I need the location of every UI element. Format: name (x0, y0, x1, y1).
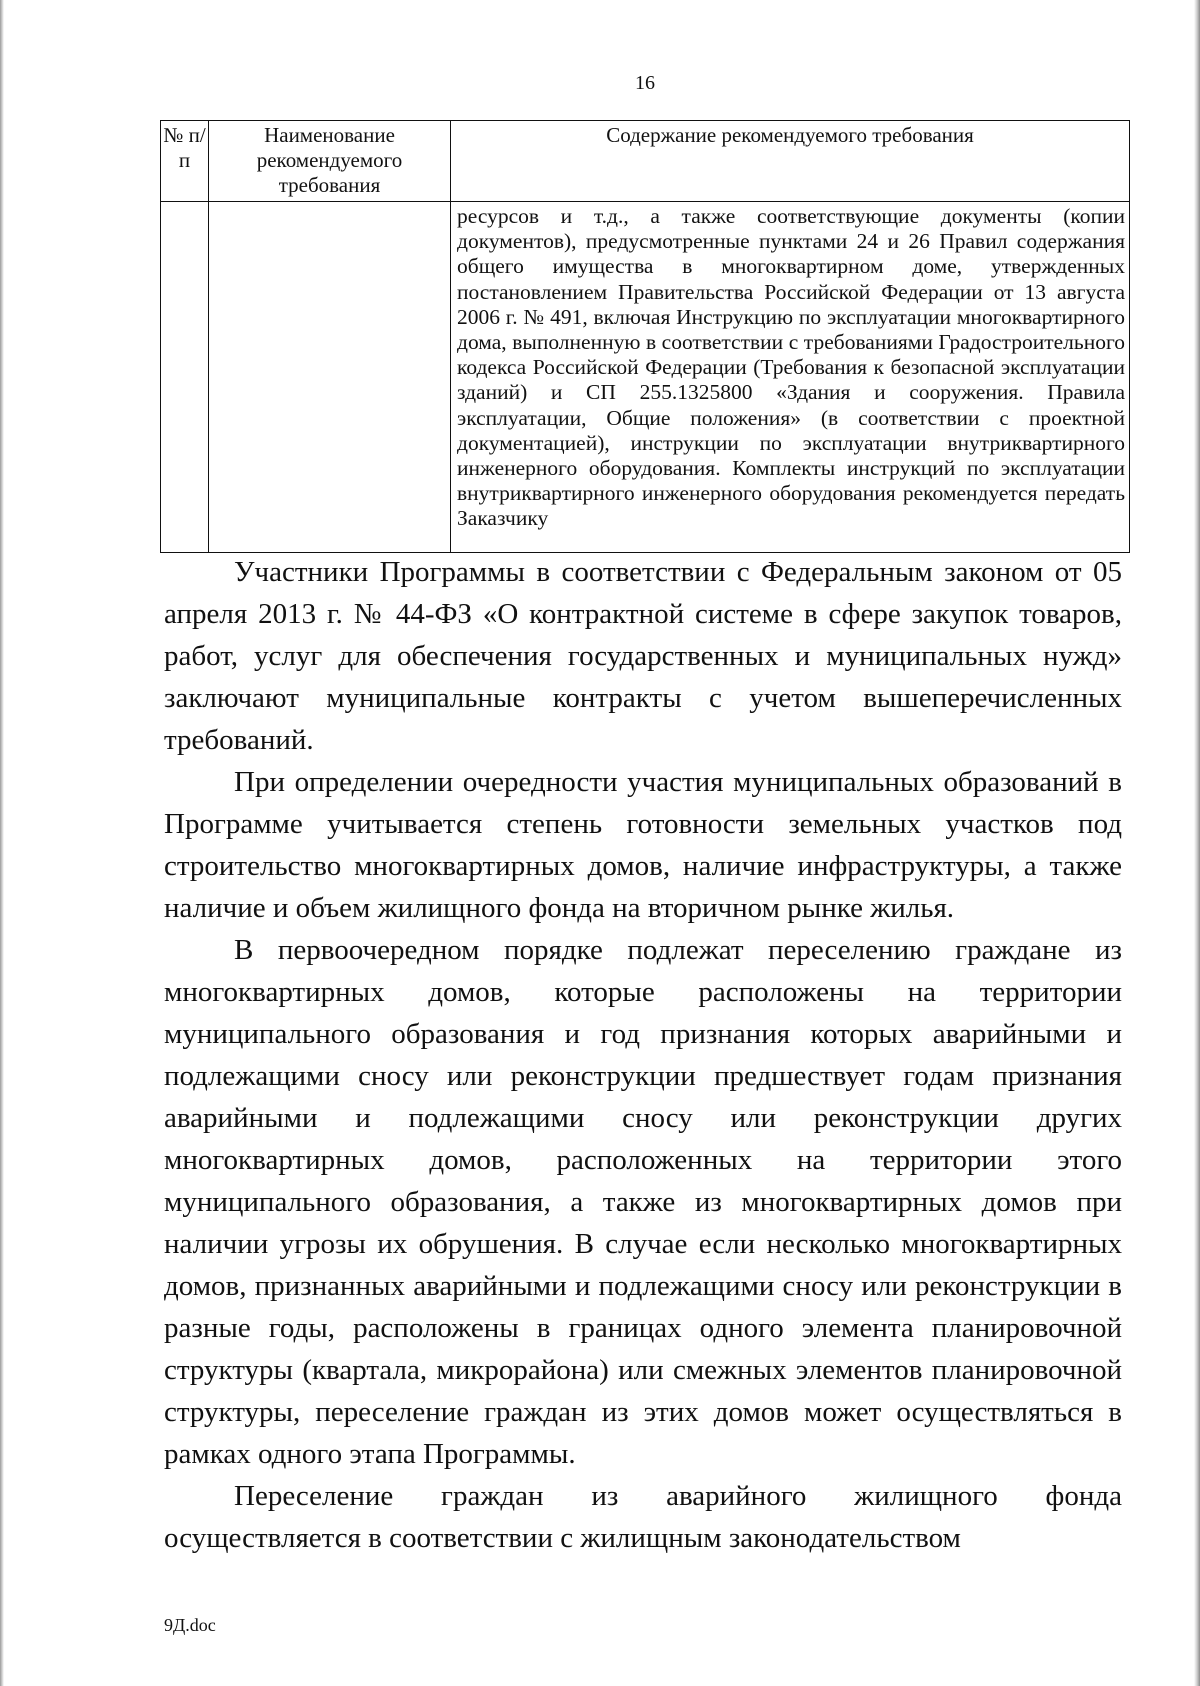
header-number: № п/п (161, 121, 209, 202)
requirement-content-text: ресурсов и т.д., а также соответствующие документы (копии документов), предусмотренные пунктами 24 и 26 Правил содержания общего имущества в многоквартирном доме, утвержденных постановлением Правительства Российской Федерации от 13 августа 2006 г. № 491, включая Инструкцию по эксплуатации многоквартирного дома, выполненную в соответствии с требованиями Градостроительного кодекса Российской Федерации (Требования к безопасной эксплуатации зданий) и СП 255.1325800 «Здания и сооружения. Правила эксплуатации, Общие положения» (в соответствии с проектной документацией), инструкции по эксплуатации внутриквартирного инженерного оборудования. Комплекты инструкций по эксплуатации внутриквартирного инженерного оборудования рекомендуется передать Заказчику (457, 204, 1125, 531)
table-row (161, 202, 1130, 553)
document-body (164, 551, 1122, 1559)
cell-number (161, 202, 209, 553)
header-requirement-content: Содержание рекомендуемого требования (451, 121, 1130, 202)
paragraph: Переселение граждан из аварийного жилищного фонда осуществляется в соответствии с жилищным законодательством (164, 1480, 1122, 1554)
paragraph: В первоочередном порядке подлежат переселению граждане из многоквартирных домов, которые расположены на территории муниципального образования и год признания которых аварийными и подлежащими сносу или реконструкции предшествует годам признания аварийными и подлежащими сносу или реконструкции других многоквартирных домов, расположенных на территории этого муниципального образования, а также из многоквартирных домов при наличии угрозы их обрушения. В случае если несколько многоквартирных домов, признанных аварийными и подлежащими сносу или реконструкции в разные годы, расположены в границах одного элемента планировочной структуры (квартала, микрорайона) или смежных элементов планировочной структуры, переселение граждан из этих домов может осуществляться в рамках одного этапа Программы. (164, 934, 1122, 1470)
header-requirement-name: Наименование рекомендуемого требования (209, 121, 451, 202)
footer-filename: 9Д.doc (164, 1615, 216, 1635)
cell-requirement-name (209, 202, 451, 553)
page-number: 16 (635, 72, 655, 94)
paragraph: При определении очередности участия муниципальных образований в Программе учитывается степень готовности земельных участков под строительство многоквартирных домов, наличие инфраструктуры, а также наличие и объем жилищного фонда на вторичном рынке жилья. (164, 766, 1122, 924)
cell-requirement-content (451, 202, 1130, 553)
scan-edge-left (0, 0, 4, 1686)
requirements-table (160, 120, 1130, 553)
scan-edge-right (1194, 0, 1200, 1686)
table-header-row (161, 121, 1130, 202)
paragraph: Участники Программы в соответствии с Федеральным законом от 05 апреля 2013 г. № 44-ФЗ «О контрактной системе в сфере закупок товаров, работ, услуг для обеспечения государственных и муниципальных нужд» заключают муниципальные контракты с учетом вышеперечисленных требований. (164, 556, 1122, 756)
